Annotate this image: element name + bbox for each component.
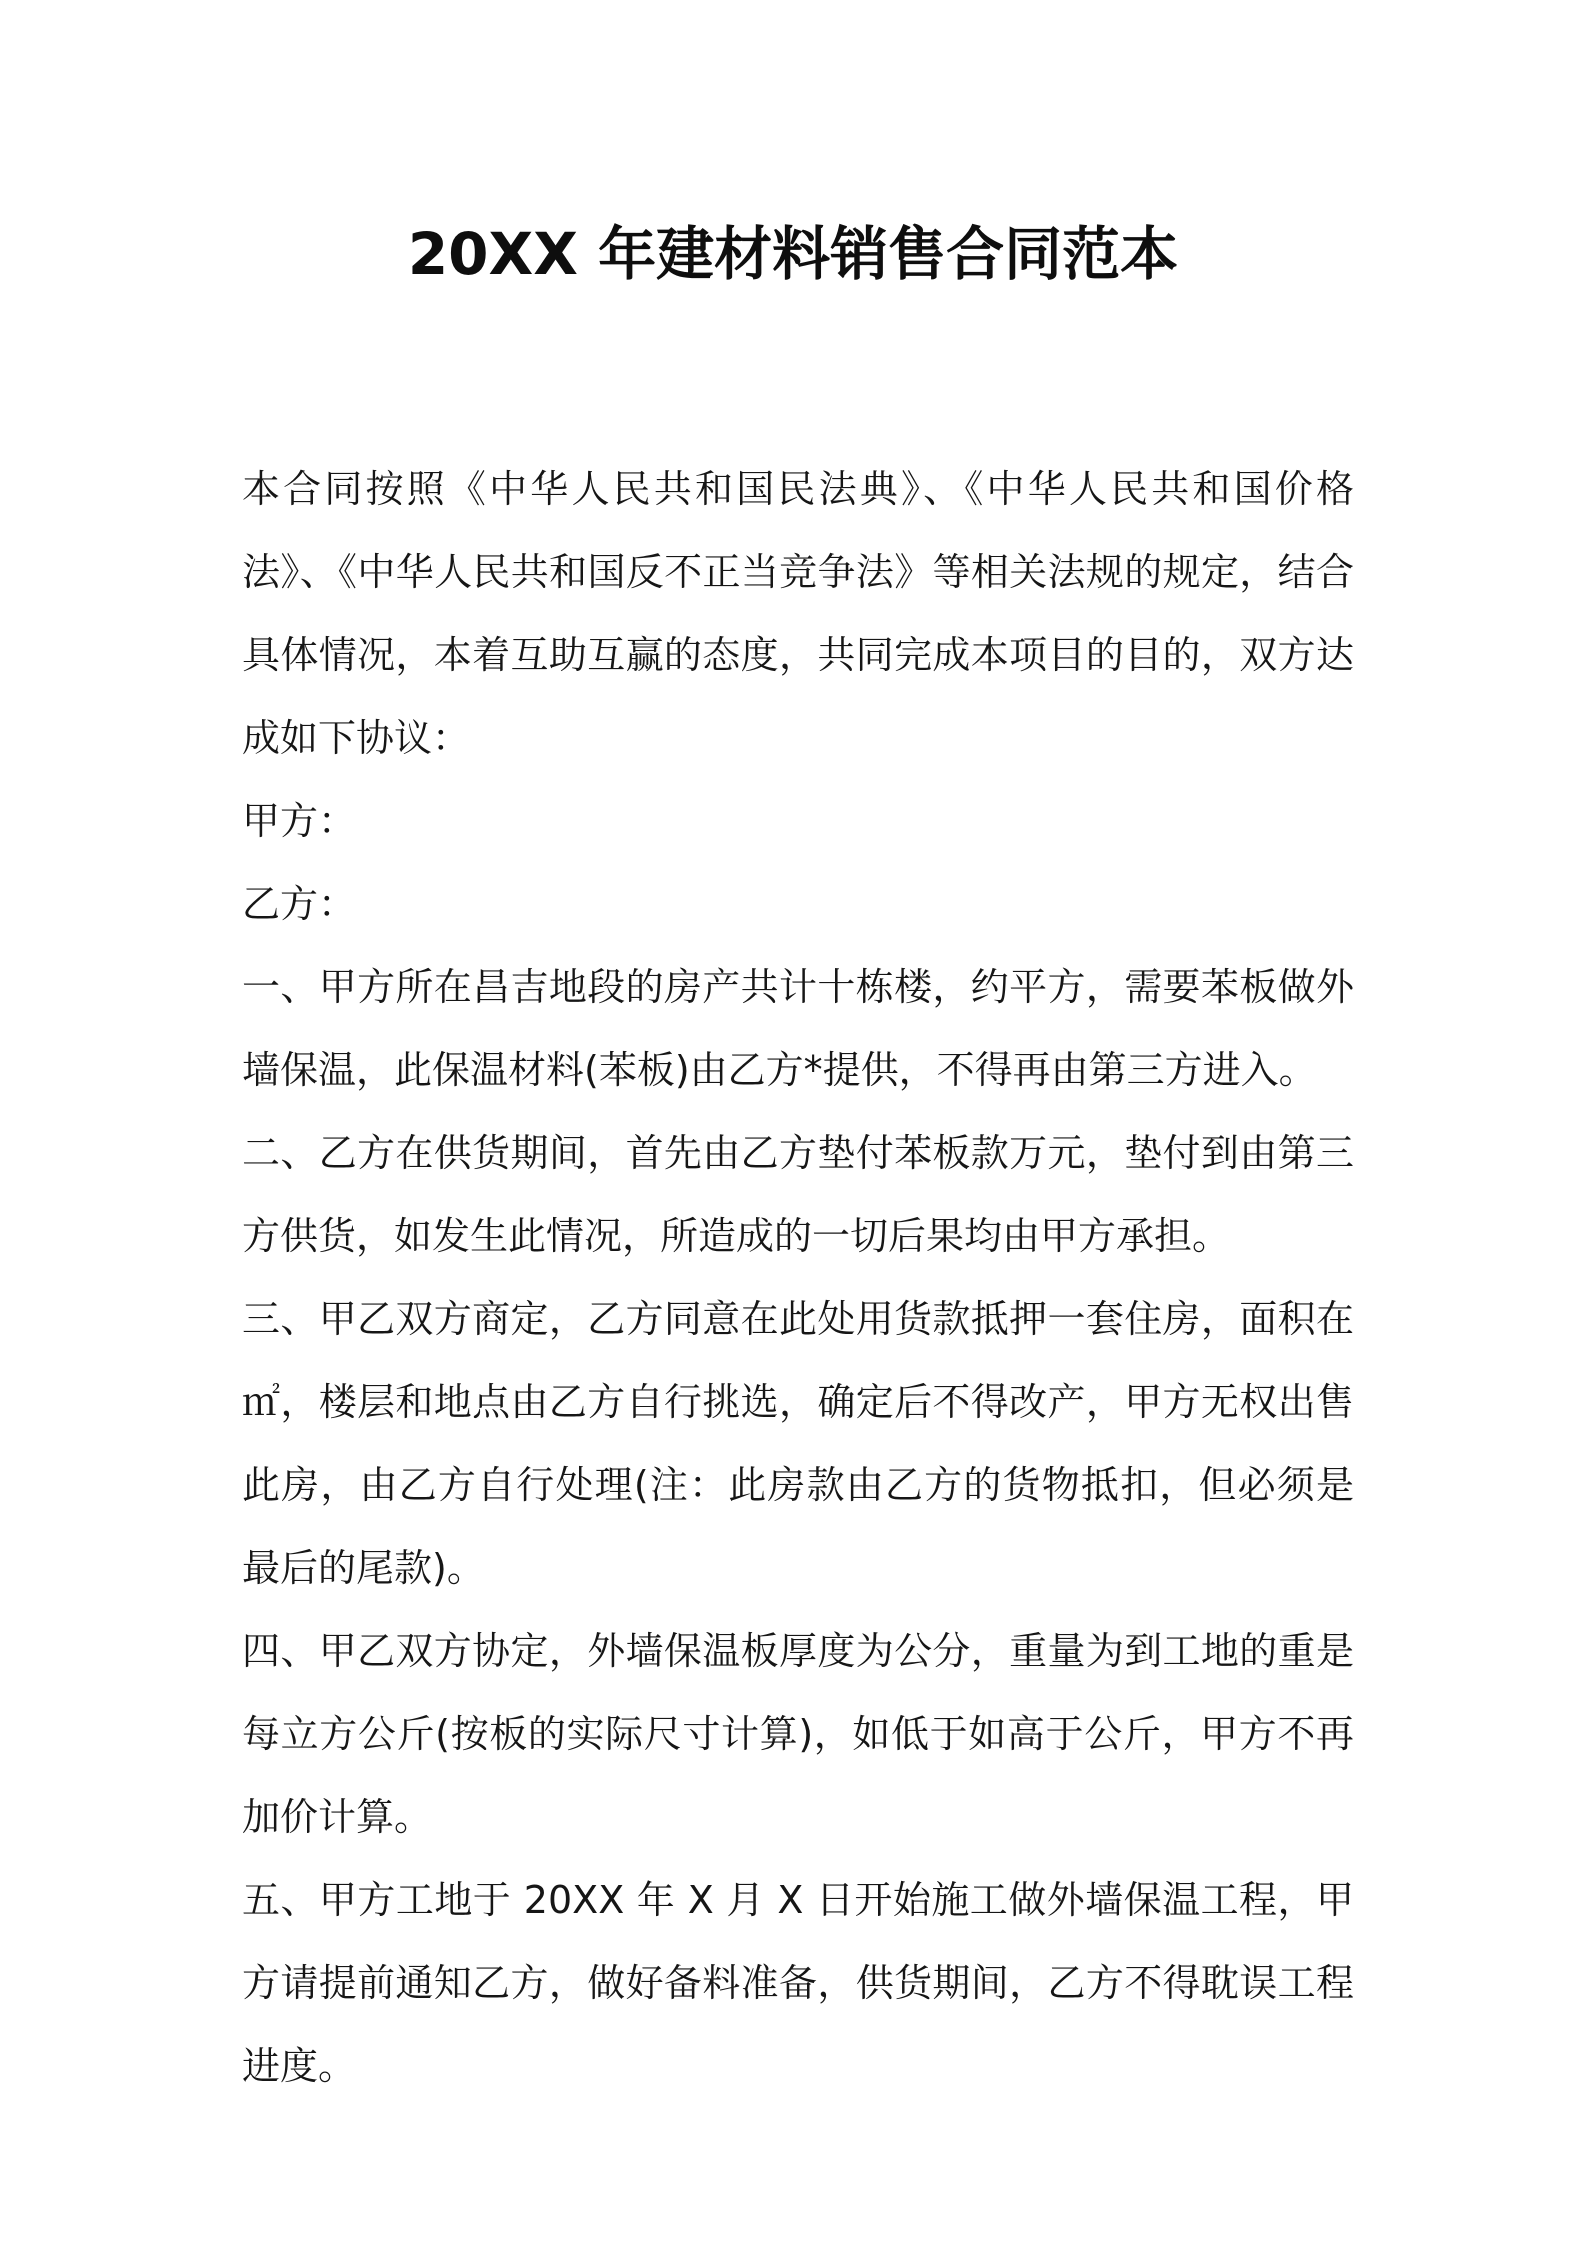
paragraph-party-a: 甲方： bbox=[242, 799, 357, 843]
paragraph-preamble: 本合同按照《中华人民共和国民法典》、《中华人民共和国价格法》、《中华人民共和国反不正当竞争法》等相关法规的规定，结合具体情况，本着互助互赢的态度，共同完成本项目的目的，双方达成如下协议： bbox=[242, 467, 1354, 760]
document-body bbox=[242, 448, 1354, 2108]
paragraph-clause-4: 四、甲乙双方协定，外墙保温板厚度为公分，重量为到工地的重是每立方公斤(按板的实际尺寸计算)，如低于如高于公斤，甲方不再加价计算。 bbox=[242, 1629, 1354, 1839]
paragraph-party-b: 乙方： bbox=[242, 882, 357, 926]
paragraph-clause-3: 三、甲乙双方商定，乙方同意在此处用货款抵押一套住房，面积在㎡，楼层和地点由乙方自行挑选，确定后不得改产，甲方无权出售此房，由乙方自行处理(注：此房款由乙方的货物抵扣，但必须是最后的尾款)。 bbox=[242, 1297, 1354, 1590]
paragraph-clause-2: 二、乙方在供货期间，首先由乙方垫付苯板款万元，垫付到由第三方供货，如发生此情况，所造成的一切后果均由甲方承担。 bbox=[242, 1131, 1354, 1258]
paragraph-clause-1: 一、甲方所在昌吉地段的房产共计十栋楼，约平方，需要苯板做外墙保温，此保温材料(苯板)由乙方*提供，不得再由第三方进入。 bbox=[242, 965, 1354, 1092]
paragraph-clause-5: 五、甲方工地于 20XX 年 X 月 X 日开始施工做外墙保温工程，甲方请提前通知乙方，做好备料准备，供货期间，乙方不得耽误工程进度。 bbox=[242, 1878, 1354, 2088]
document-title: 20XX 年建材料销售合同范本 bbox=[407, 220, 1179, 288]
